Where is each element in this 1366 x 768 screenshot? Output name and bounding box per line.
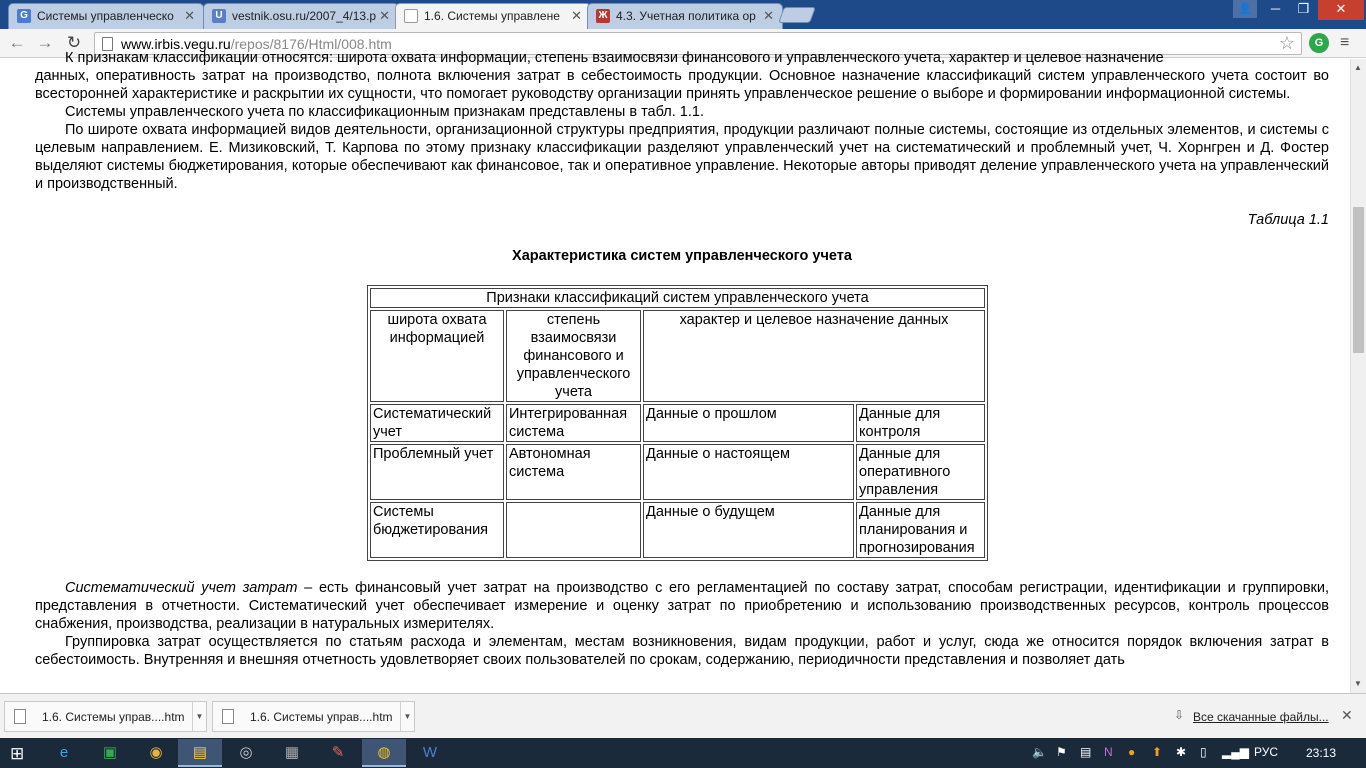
- browser-tab-2[interactable]: [203, 3, 399, 29]
- site-favicon-icon: U: [212, 9, 226, 23]
- explorer-icon[interactable]: ▤: [178, 739, 222, 767]
- table-row: [370, 444, 985, 500]
- page-viewport: [0, 50, 1350, 693]
- classification-table: [367, 285, 988, 561]
- google-favicon-icon: G: [17, 9, 31, 23]
- table-caption: Таблица 1.1: [1247, 212, 1329, 228]
- menu-icon[interactable]: ≡: [1340, 34, 1350, 51]
- close-shelf-icon[interactable]: ✕: [1341, 707, 1353, 723]
- word-icon[interactable]: W: [422, 744, 438, 761]
- volume-icon[interactable]: 🔈: [1032, 745, 1047, 759]
- scroll-down-icon[interactable]: ▼: [1354, 679, 1362, 688]
- document-body: [35, 49, 1329, 669]
- ie-icon[interactable]: e: [59, 744, 69, 761]
- table-row: [370, 502, 985, 558]
- download-shelf: [0, 693, 1366, 738]
- close-tab-icon[interactable]: ✕: [571, 8, 582, 23]
- update-icon[interactable]: ⬆: [1152, 745, 1163, 759]
- tab-title: 4.3. Учетная политика ор: [616, 9, 756, 23]
- table-title: Характеристика систем управленческого учета: [512, 248, 852, 264]
- table-row: [370, 404, 985, 442]
- paragraph: данных, оперативность затрат на производство, полнота включения затрат в себестоимость продукции. Основное назначение классификаций систем управленческого учета состоит во всесторонней характеристике и раскрытии их сущности, что помогает руководству организации принять управленческое решение о выборе и формировании информационной системы.: [35, 68, 1329, 102]
- scroll-thumb[interactable]: [1353, 207, 1364, 353]
- site-favicon-icon: Ж: [596, 9, 610, 23]
- windows-logo-icon[interactable]: ⊞: [10, 744, 25, 763]
- browser-tab-4[interactable]: [587, 3, 783, 29]
- paragraph: По широте охвата информацией видов деятельности, организационной структуры предприятия, продукции различают полные системы, состоящие из отдельных элементов, и системы с целевым направлением. Е. Мизиковский, Т. Карпова по этому признаку классификации разделяют управленческий учет на систематический и проблемный учет, Ч. Хорнгрен и Д. Фостер выделяют системы бюджетирования, которые обеспечивают как финансовое, так и оперативное управление. Некоторые авторы приводят деление управленческого учета на управленческий и производственный.: [35, 122, 1329, 192]
- table-header-main: Признаки классификаций систем управленческого учета: [370, 288, 985, 308]
- close-tab-icon[interactable]: ✕: [763, 8, 774, 23]
- bluetooth-icon[interactable]: ✱: [1176, 745, 1187, 759]
- paint-icon[interactable]: ✎: [331, 744, 345, 761]
- signal-icon[interactable]: ▂▄▆: [1222, 745, 1249, 759]
- app2-icon[interactable]: ▦: [284, 744, 300, 761]
- new-tab-button[interactable]: [778, 7, 816, 23]
- clock[interactable]: 23:13: [1306, 746, 1337, 760]
- media-icon[interactable]: ◎: [239, 744, 253, 761]
- table-header: широта охвата информацией: [370, 310, 504, 402]
- minimize-button[interactable]: ─: [1270, 1, 1281, 16]
- language-indicator[interactable]: РУС: [1254, 745, 1279, 759]
- chevron-down-icon[interactable]: ▼: [400, 702, 414, 731]
- download-arrow-icon: ⇩: [1174, 708, 1185, 722]
- paragraph: Группировка затрат осуществляется по статьям расхода и элементам, местам возникновения, видам продукции, работ и услуг, сюда же относится порядок включения затрат в себестоимость. Внутренняя и внешняя отчетность удовлетворяет своих пользователей по срокам, содержанию, периодичности представления и позволяет дать: [35, 634, 1329, 668]
- table-cell: Данные о будущем: [643, 502, 854, 558]
- page-favicon-icon: [404, 9, 418, 23]
- table-cell: Данные о настоящем: [643, 444, 854, 500]
- table-cell: Автономная система: [506, 444, 641, 500]
- onenote-icon[interactable]: N: [1104, 745, 1113, 759]
- download-name: 1.6. Системы управ....htm: [250, 710, 393, 724]
- tab-title: vestnik.osu.ru/2007_4/13.p: [232, 9, 377, 23]
- forward-arrow-icon[interactable]: →: [36, 33, 54, 52]
- extension-icon[interactable]: G: [1309, 33, 1329, 53]
- tab-title: 1.6. Системы управлене: [424, 9, 560, 23]
- paragraph: Систематический учет затрат – есть финансовый учет затрат на производство с его регламентацией по составу затрат, способам регистрации, идентификации и группировки, представления в отчетности. Систематический учет обеспечивает измерение и оценку затрат по приобретению и использованию производственных ресурсов, контроль процессов снабжения, производства, реализации в натуральных измерителях.: [35, 580, 1329, 632]
- person-icon[interactable]: 👤: [1233, 0, 1257, 18]
- download-item[interactable]: [4, 701, 207, 732]
- table-cell: Системы бюджетирования: [370, 502, 504, 558]
- download-item[interactable]: [212, 701, 415, 732]
- excel-icon[interactable]: ▣: [102, 744, 118, 761]
- chevron-down-icon[interactable]: ▼: [192, 702, 206, 731]
- browser-tab-active[interactable]: [395, 3, 591, 30]
- table-row: [370, 310, 985, 402]
- table-cell: Интегрированная система: [506, 404, 641, 442]
- vertical-scrollbar[interactable]: [1350, 59, 1366, 693]
- battery-icon[interactable]: ▯: [1200, 745, 1207, 759]
- file-icon: [14, 709, 26, 724]
- browser-tab-1[interactable]: [8, 3, 204, 29]
- flag-icon[interactable]: ⚑: [1056, 745, 1067, 759]
- tab-strip: [0, 0, 1366, 29]
- paragraph: Системы управленческого учета по классификационным признакам представлены в табл. 1.1.: [65, 104, 704, 120]
- table-cell: Проблемный учет: [370, 444, 504, 500]
- reload-icon[interactable]: ↻: [66, 33, 82, 52]
- table-header: степень взаимосвязи финансового и управленческого учета: [506, 310, 641, 402]
- paragraph-cut: К признакам классификации относятся: широта охвата информации, степень взаимосвязи финансового и управленческого учета, характер и целевое назначение: [65, 50, 1164, 66]
- term: Систематический учет затрат: [65, 580, 298, 596]
- download-name: 1.6. Системы управ....htm: [42, 710, 185, 724]
- maximize-button[interactable]: ❐: [1297, 1, 1310, 16]
- tab-title: Системы управленческо: [37, 9, 174, 23]
- close-tab-icon[interactable]: ✕: [379, 8, 390, 23]
- url-text[interactable]: www.irbis.vegu.ru/repos/8176/Html/008.htm: [121, 36, 392, 52]
- all-downloads-link[interactable]: Все скачанные файлы...: [1193, 710, 1329, 724]
- table-cell: Данные для оперативного управления: [856, 444, 985, 500]
- scroll-up-icon[interactable]: ▲: [1354, 63, 1362, 72]
- app-icon[interactable]: ◉: [149, 744, 163, 761]
- table-row: [370, 288, 985, 308]
- file-icon: [222, 709, 234, 724]
- table-cell: Данные для планирования и прогнозирования: [856, 502, 985, 558]
- bookmark-star-icon[interactable]: ☆: [1278, 33, 1295, 53]
- close-tab-icon[interactable]: ✕: [184, 8, 195, 23]
- app-tray-icon[interactable]: ●: [1128, 745, 1136, 759]
- table-cell: Данные для контроля: [856, 404, 985, 442]
- table-header: характер и целевое назначение данных: [643, 310, 985, 402]
- taskbar: [0, 738, 1366, 768]
- close-window-button[interactable]: ✕: [1318, 0, 1364, 20]
- network-icon[interactable]: ▤: [1080, 745, 1092, 759]
- table-cell: Данные о прошлом: [643, 404, 854, 442]
- back-arrow-icon[interactable]: ←: [8, 33, 26, 52]
- table-cell: Систематический учет: [370, 404, 504, 442]
- table-cell: [506, 502, 641, 558]
- chrome-icon[interactable]: ◍: [362, 739, 406, 767]
